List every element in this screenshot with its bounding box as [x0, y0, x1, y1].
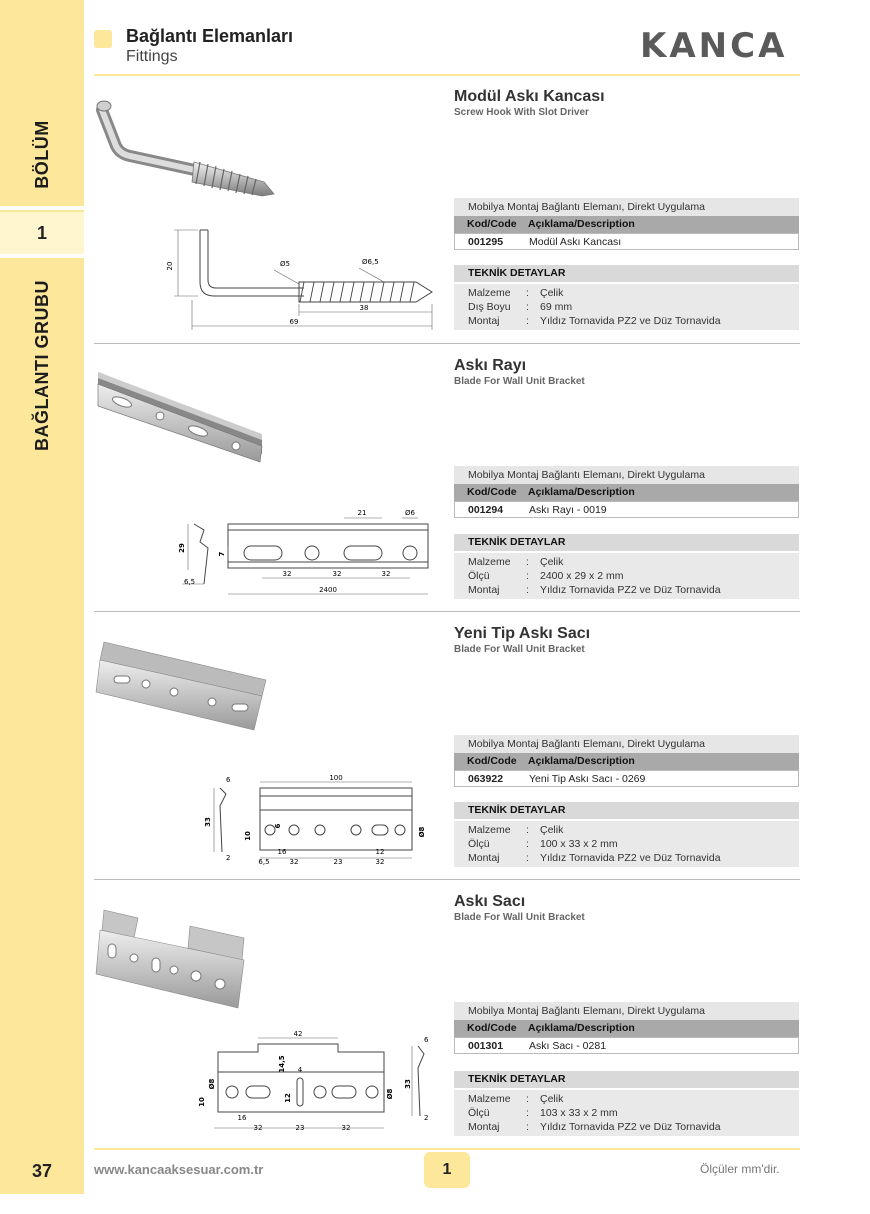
- dim-c-label: 12: [284, 1093, 292, 1103]
- dim-p3-label: 32: [381, 570, 391, 578]
- dim-t-label: 2: [424, 1114, 429, 1122]
- hanging-plate-drawing: [94, 1028, 444, 1138]
- dim-n-label: 4: [297, 1066, 303, 1074]
- dim-d2-label: Ø6,5: [362, 258, 379, 266]
- tech-details: TEKNİK DETAYLAR Malzeme : Çelik Ölçü : 100 x 33 x 2 mm Montaj : Yıldız Tornavida PZ2 ve Düz Tornavida: [454, 802, 799, 867]
- dim-b-label: 10: [198, 1097, 206, 1107]
- dim-a-label: Ø8: [208, 1078, 216, 1090]
- dim-p2-label: 23: [295, 1124, 305, 1132]
- product-code: 001295: [468, 236, 504, 248]
- detail-row: Montaj : Yıldız Tornavida PZ2 ve Düz Tornavida: [468, 315, 721, 327]
- sidebar-group-label: BAĞLANTI GRUBU: [31, 279, 52, 451]
- section-badge: 1: [424, 1152, 470, 1188]
- product-code: 063922: [468, 773, 504, 785]
- detail-row: Montaj : Yıldız Tornavida PZ2 ve Düz Tornavida: [468, 584, 721, 596]
- detail-row: Montaj : Yıldız Tornavida PZ2 ve Düz Tornavida: [468, 1121, 721, 1133]
- product-subtitle: Blade For Wall Unit Bracket: [454, 912, 585, 923]
- tech-details: TEKNİK DETAYLAR Malzeme : Çelik Ölçü : 103 x 33 x 2 mm Montaj : Yıldız Tornavida PZ2 ve Düz Tornavida: [454, 1071, 799, 1136]
- dim-p3-label: 12: [375, 848, 385, 856]
- dim-h-label: 29: [178, 543, 186, 553]
- dim-thread-label: 38: [359, 304, 369, 312]
- product-code-table: [454, 466, 799, 518]
- detail-row: Malzeme : Çelik: [468, 556, 564, 568]
- dim-p2-label: 32: [332, 570, 342, 578]
- product-subtitle: Screw Hook With Slot Driver: [454, 107, 589, 118]
- sidebar-bolum: BÖLÜM: [31, 119, 52, 189]
- dim-t-label: 2: [226, 854, 231, 862]
- product-title: Askı Sacı: [454, 893, 526, 910]
- table-row: [454, 1037, 799, 1054]
- product-code: 001294: [468, 504, 504, 516]
- dim-top-label: 6: [424, 1036, 429, 1044]
- detail-row: Ölçü : 103 x 33 x 2 mm: [468, 1107, 618, 1119]
- sidebar-section-number: 1: [0, 212, 84, 254]
- product-code-table: [454, 198, 799, 250]
- new-type-plate-drawing: [94, 770, 444, 870]
- product-title: Askı Rayı: [454, 357, 527, 374]
- dim-p2-label: 23: [333, 858, 343, 866]
- dim-p1-label: 32: [253, 1124, 263, 1132]
- detail-row: Ölçü : 2400 x 29 x 2 mm: [468, 570, 624, 582]
- page-title: Bağlantı Elemanları: [126, 26, 294, 46]
- dim-w-label: 100: [329, 774, 343, 782]
- product-title: Modül Askı Kancası: [454, 88, 605, 105]
- product-subtitle: Blade For Wall Unit Bracket: [454, 644, 585, 655]
- header-divider: [94, 74, 800, 76]
- dim-t-label: 6,5: [184, 578, 196, 586]
- dim-dia-label: Ø8: [418, 826, 426, 838]
- table-header-row: Kod/Code Açıklama/Description: [454, 753, 799, 770]
- dim-slot-label: 7: [218, 551, 226, 557]
- footer-divider: [94, 1148, 800, 1150]
- tech-details: TEKNİK DETAYLAR Malzeme : Çelik Ölçü : 2400 x 29 x 2 mm Montaj : Yıldız Tornavida PZ2 ve Düz Tornavida: [454, 534, 799, 599]
- detail-row: Dış Boyu : 69 mm: [468, 301, 573, 313]
- dim-h-label: 33: [404, 1079, 412, 1089]
- dim-p3-label: 32: [341, 1124, 351, 1132]
- dim-height-label: 20: [166, 261, 174, 271]
- section-divider: [94, 611, 800, 612]
- screw-hook-image: [94, 96, 284, 206]
- table-row: [454, 770, 799, 787]
- website-link[interactable]: www.kancaaksesuar.com.tr: [94, 1162, 264, 1177]
- product-description: Yeni Tip Askı Sacı - 0269: [529, 773, 646, 785]
- sidebar-divider: [0, 254, 84, 258]
- dim-w-label: 42: [293, 1030, 303, 1038]
- units-note: Ölçüler mm'dir.: [700, 1162, 780, 1176]
- dim-total-label: 2400: [319, 586, 337, 594]
- wall-rail-drawing: [94, 500, 444, 600]
- section-divider: [94, 343, 800, 344]
- product-description: Modül Askı Kancası: [529, 236, 622, 248]
- header-square-icon: [94, 30, 112, 48]
- hanging-plate-image: [94, 904, 264, 1014]
- dim-p1-label: 32: [289, 858, 299, 866]
- code-header: Kod/Code: [467, 218, 517, 230]
- product-code: 001301: [468, 1040, 504, 1052]
- table-row: [454, 233, 799, 250]
- usage-row: Mobilya Montaj Bağlantı Elemanı, Direkt Uygulama: [454, 735, 799, 753]
- dim-d-label: Ø6: [405, 509, 415, 517]
- detail-row: Malzeme : Çelik: [468, 1093, 564, 1105]
- wall-rail-image: [94, 364, 274, 464]
- screw-hook-drawing: [94, 220, 444, 330]
- detail-row: Malzeme : Çelik: [468, 287, 564, 299]
- product-subtitle: Blade For Wall Unit Bracket: [454, 376, 585, 387]
- product-description: Askı Rayı - 0019: [529, 504, 607, 516]
- dim-h-label: 33: [204, 817, 212, 827]
- dim-a-label: 10: [244, 831, 252, 841]
- desc-header: Açıklama/Description: [528, 218, 635, 230]
- dim-dia-label: Ø8: [386, 1088, 394, 1100]
- tech-header: TEKNİK DETAYLAR: [454, 265, 799, 282]
- page-subtitle: Fittings: [126, 48, 178, 65]
- dim-b-label: 6: [274, 823, 282, 829]
- sidebar-divider: [0, 206, 84, 210]
- product-title: Yeni Tip Askı Sacı: [454, 625, 591, 642]
- page-number: 37: [0, 1148, 84, 1194]
- detail-row: Malzeme : Çelik: [468, 824, 564, 836]
- dim-tab-label: 14,5: [278, 1055, 286, 1073]
- table-header-row: Kod/Code Açıklama/Description: [454, 484, 799, 501]
- dim-p4-label: 32: [375, 858, 385, 866]
- table-header-row: Kod/Code Açıklama/Description: [454, 1020, 799, 1037]
- dim-c-label: 16: [277, 848, 287, 856]
- product-description: Askı Sacı - 0281: [529, 1040, 607, 1052]
- table-row: [454, 501, 799, 518]
- dim-p1-label: 32: [282, 570, 292, 578]
- dim-total-label: 69: [289, 318, 299, 326]
- usage-row: Mobilya Montaj Bağlantı Elemanı, Direkt Uygulama: [454, 198, 799, 216]
- tech-details: [454, 265, 799, 330]
- dim-top-label: 6: [226, 776, 231, 784]
- new-type-plate-image: [94, 634, 274, 734]
- table-header-row: [454, 216, 799, 233]
- dim-d-label: 6,5: [258, 858, 270, 866]
- usage-row: Mobilya Montaj Bağlantı Elemanı, Direkt Uygulama: [454, 466, 799, 484]
- section-divider: [94, 879, 800, 880]
- dim-d1-label: Ø5: [280, 260, 290, 268]
- product-code-table: [454, 1002, 799, 1054]
- brand-logo: KANCA: [640, 26, 788, 66]
- detail-row: Montaj : Yıldız Tornavida PZ2 ve Düz Tornavida: [468, 852, 721, 864]
- usage-row: Mobilya Montaj Bağlantı Elemanı, Direkt Uygulama: [454, 1002, 799, 1020]
- detail-row: Ölçü : 100 x 33 x 2 mm: [468, 838, 618, 850]
- dim-w1-label: 21: [357, 509, 367, 517]
- product-code-table: [454, 735, 799, 787]
- dim-d-label: 16: [237, 1114, 247, 1122]
